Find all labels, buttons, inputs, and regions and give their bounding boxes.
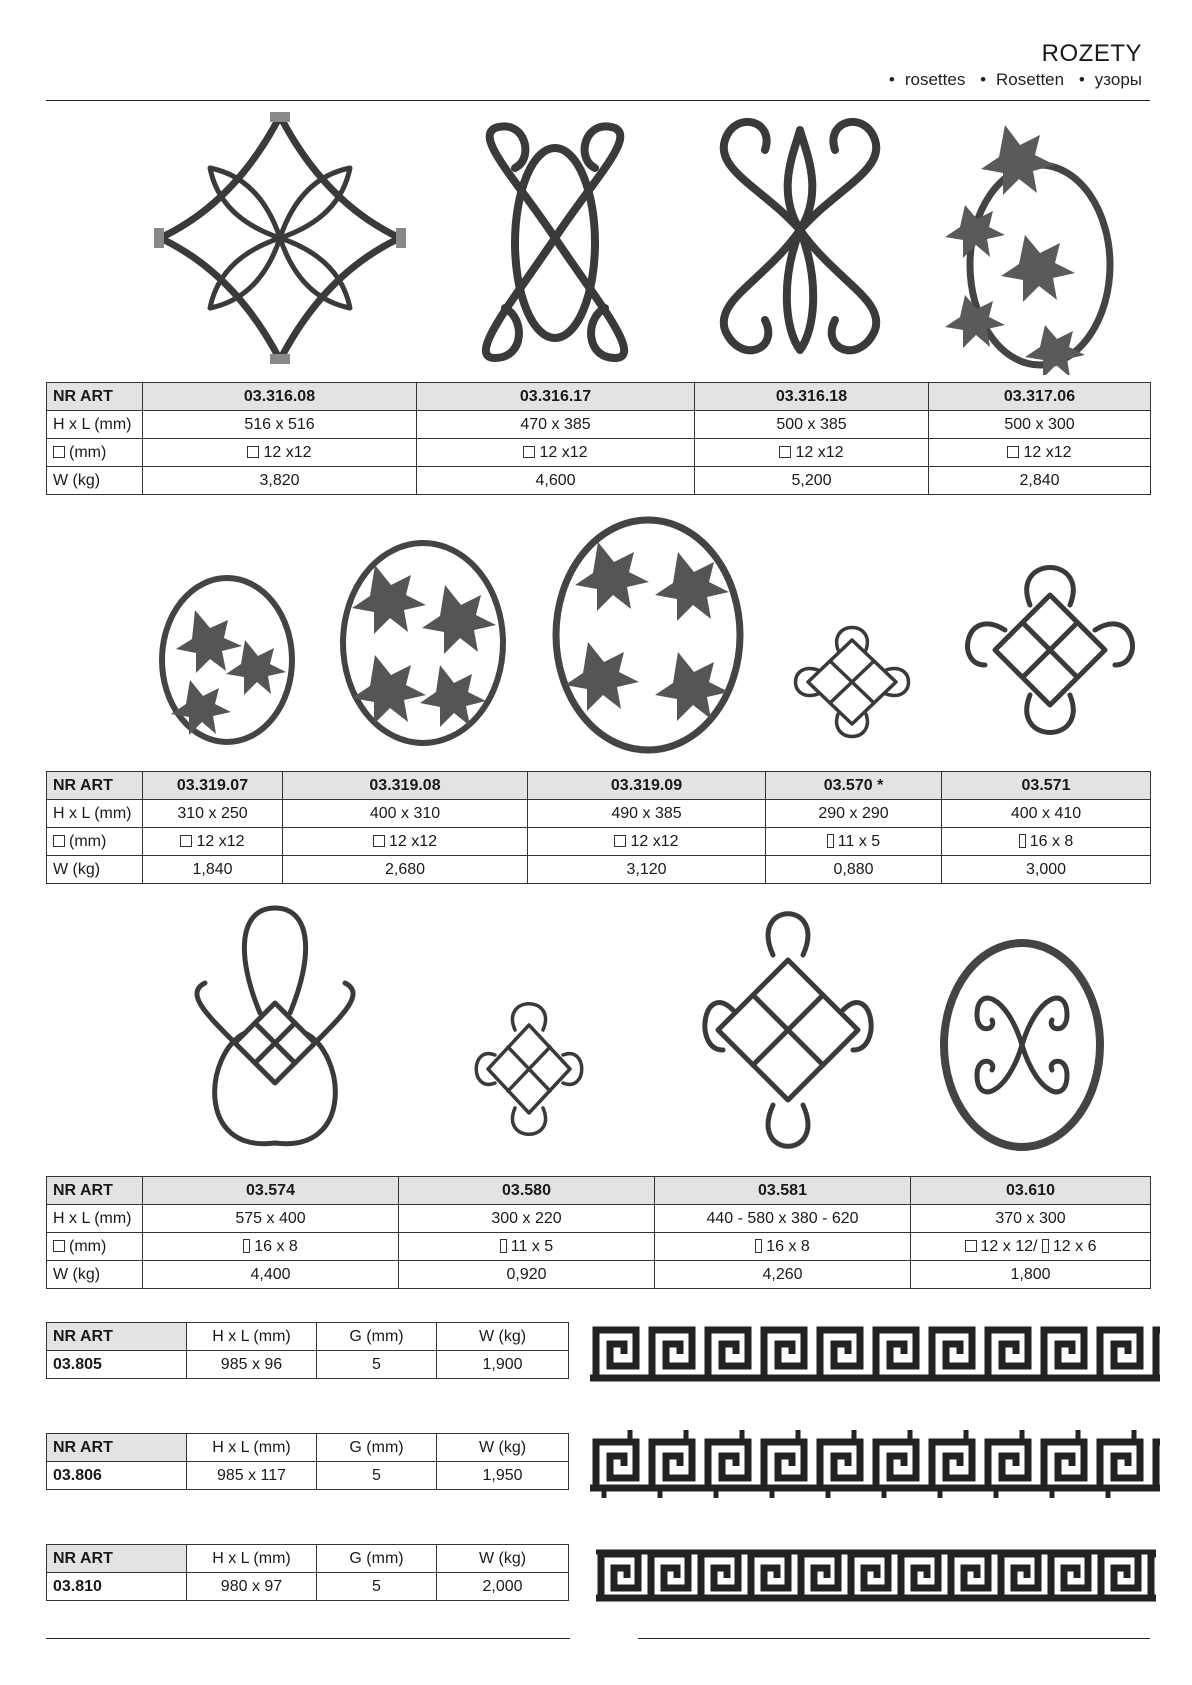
header-size: H x L (mm) bbox=[187, 1434, 317, 1462]
cell-weight: 3,820 bbox=[143, 467, 417, 495]
cell-section: 16 x 8 bbox=[1029, 832, 1074, 850]
square-section-icon bbox=[1007, 446, 1019, 458]
square-section-icon bbox=[53, 835, 65, 847]
rosette-image-03-571 bbox=[955, 545, 1145, 755]
cell-size: 500 x 385 bbox=[695, 411, 929, 439]
header-g: G (mm) bbox=[317, 1323, 437, 1351]
spec-table-3 bbox=[46, 1176, 1151, 1289]
row-label-art: NR ART bbox=[47, 1177, 143, 1205]
rosette-image-03-319-08 bbox=[335, 525, 510, 750]
row-label-size: H x L (mm) bbox=[47, 411, 143, 439]
table-row-section bbox=[47, 828, 1151, 856]
square-section-icon bbox=[614, 835, 626, 847]
table-row-art bbox=[47, 772, 1151, 800]
square-section-icon bbox=[523, 446, 535, 458]
cell-size: 440 - 580 x 380 - 620 bbox=[655, 1205, 911, 1233]
page-header bbox=[879, 40, 1142, 90]
cell-size: 290 x 290 bbox=[766, 800, 942, 828]
cell-art: 03.574 bbox=[143, 1177, 399, 1205]
cell-weight: 3,120 bbox=[528, 856, 766, 884]
flat-section-icon bbox=[1042, 1239, 1049, 1253]
square-section-icon bbox=[180, 835, 192, 847]
cell-section: 12 x 6 bbox=[1052, 1237, 1097, 1255]
cell-size: 985 x 96 bbox=[187, 1351, 317, 1379]
table-row-size bbox=[47, 1205, 1151, 1233]
cell-size: 985 x 117 bbox=[187, 1462, 317, 1490]
cell-weight: 1,900 bbox=[437, 1351, 569, 1379]
page-title: ROZETY bbox=[1041, 40, 1142, 67]
rosette-image-03-319-09 bbox=[548, 512, 748, 757]
cell-weight: 5,200 bbox=[695, 467, 929, 495]
header-size: H x L (mm) bbox=[187, 1545, 317, 1573]
table-row-size bbox=[47, 411, 1151, 439]
cell-weight: 4,400 bbox=[143, 1261, 399, 1289]
header-art: NR ART bbox=[47, 1545, 187, 1573]
table-row-art bbox=[47, 383, 1151, 411]
square-section-icon bbox=[247, 446, 259, 458]
cell-weight: 2,840 bbox=[929, 467, 1151, 495]
cell-weight: 4,260 bbox=[655, 1261, 911, 1289]
cell-section: 16 x 8 bbox=[766, 1237, 810, 1255]
table-row-size bbox=[47, 800, 1151, 828]
cell-size: 575 x 400 bbox=[143, 1205, 399, 1233]
table-row bbox=[47, 1462, 569, 1490]
rosette-image-03-316-18 bbox=[705, 110, 895, 370]
table-row bbox=[47, 1573, 569, 1601]
cell-weight: 1,800 bbox=[911, 1261, 1151, 1289]
cell-art: 03.810 bbox=[47, 1573, 187, 1601]
rosette-image-03-580 bbox=[470, 985, 588, 1153]
cell-art: 03.316.17 bbox=[417, 383, 695, 411]
cell-section: 12 x12 bbox=[388, 832, 438, 850]
rosette-image-03-316-17 bbox=[455, 118, 655, 368]
row-label-section: (mm) bbox=[69, 443, 107, 461]
border-table-03-805 bbox=[46, 1322, 569, 1379]
border-table-03-810 bbox=[46, 1544, 569, 1601]
rosette-image-03-319-07 bbox=[155, 570, 300, 755]
square-section-icon bbox=[373, 835, 385, 847]
rosette-image-03-574 bbox=[185, 903, 365, 1158]
cell-art: 03.806 bbox=[47, 1462, 187, 1490]
row-label-weight: W (kg) bbox=[47, 1261, 143, 1289]
cell-weight: 0,920 bbox=[399, 1261, 655, 1289]
cell-size: 400 x 410 bbox=[942, 800, 1151, 828]
cell-weight: 0,880 bbox=[766, 856, 942, 884]
table-row-weight bbox=[47, 467, 1151, 495]
header-size: H x L (mm) bbox=[187, 1323, 317, 1351]
cell-art: 03.319.07 bbox=[143, 772, 283, 800]
cell-g: 5 bbox=[317, 1462, 437, 1490]
footer-divider-right bbox=[638, 1638, 1150, 1639]
cell-art: 03.580 bbox=[399, 1177, 655, 1205]
cell-section: 12 x12 bbox=[1023, 443, 1072, 461]
header-divider bbox=[46, 100, 1150, 101]
header-g: G (mm) bbox=[317, 1434, 437, 1462]
header-weight: W (kg) bbox=[437, 1434, 569, 1462]
cell-art: 03.581 bbox=[655, 1177, 911, 1205]
flat-section-icon bbox=[827, 834, 834, 848]
table-row-section bbox=[47, 439, 1151, 467]
row-label-size: H x L (mm) bbox=[47, 1205, 143, 1233]
subtitle-fr: rosettes bbox=[904, 70, 966, 89]
row-label-section: (mm) bbox=[69, 1237, 107, 1255]
cell-art: 03.316.18 bbox=[695, 383, 929, 411]
row-label-weight: W (kg) bbox=[47, 856, 143, 884]
row-label-section: (mm) bbox=[69, 832, 107, 850]
header-g: G (mm) bbox=[317, 1545, 437, 1573]
table-row-art bbox=[47, 1177, 1151, 1205]
cell-section: 12 x12 bbox=[196, 832, 245, 850]
cell-size: 400 x 310 bbox=[283, 800, 528, 828]
footer-divider-left bbox=[46, 1638, 570, 1639]
cell-weight: 4,600 bbox=[417, 467, 695, 495]
cell-section: 12 x12 bbox=[539, 443, 588, 461]
cell-weight: 2,000 bbox=[437, 1573, 569, 1601]
rosette-image-03-610 bbox=[937, 935, 1107, 1155]
greek-key-border-03-806 bbox=[590, 1428, 1160, 1500]
rosette-image-03-570 bbox=[778, 610, 926, 755]
flat-section-icon bbox=[500, 1239, 507, 1253]
greek-key-border-03-805 bbox=[590, 1322, 1160, 1384]
cell-art: 03.805 bbox=[47, 1351, 187, 1379]
table-row-header bbox=[47, 1323, 569, 1351]
header-art: NR ART bbox=[47, 1434, 187, 1462]
spec-table-1 bbox=[46, 382, 1151, 495]
flat-section-icon bbox=[755, 1239, 762, 1253]
spec-table-2 bbox=[46, 771, 1151, 884]
cell-section: 12 x12 bbox=[630, 832, 679, 850]
cell-size: 370 x 300 bbox=[911, 1205, 1151, 1233]
cell-size: 516 x 516 bbox=[143, 411, 417, 439]
header-weight: W (kg) bbox=[437, 1545, 569, 1573]
square-section-icon bbox=[53, 1240, 65, 1252]
header-art: NR ART bbox=[47, 1323, 187, 1351]
cell-g: 5 bbox=[317, 1573, 437, 1601]
cell-art: 03.316.08 bbox=[143, 383, 417, 411]
cell-size: 310 x 250 bbox=[143, 800, 283, 828]
row-label-art: NR ART bbox=[47, 772, 143, 800]
cell-art: 03.570 * bbox=[766, 772, 942, 800]
cell-art: 03.571 bbox=[942, 772, 1151, 800]
cell-weight: 3,000 bbox=[942, 856, 1151, 884]
border-table-03-806 bbox=[46, 1433, 569, 1490]
cell-g: 5 bbox=[317, 1351, 437, 1379]
cell-art: 03.319.08 bbox=[283, 772, 528, 800]
page-subtitles: • rosettes • Rosetten • узоры bbox=[888, 70, 1142, 89]
table-row-header bbox=[47, 1545, 569, 1573]
cell-section: 11 x 5 bbox=[510, 1237, 554, 1255]
cell-section: 11 x 5 bbox=[837, 832, 881, 850]
subtitle-de: Rosetten bbox=[996, 70, 1065, 89]
square-section-icon bbox=[779, 446, 791, 458]
rosette-image-03-316-08 bbox=[150, 108, 410, 368]
cell-art: 03.610 bbox=[911, 1177, 1151, 1205]
cell-art: 03.317.06 bbox=[929, 383, 1151, 411]
table-row-weight bbox=[47, 856, 1151, 884]
cell-section: 12 x12 bbox=[795, 443, 844, 461]
cell-art: 03.319.09 bbox=[528, 772, 766, 800]
row-label-weight: W (kg) bbox=[47, 467, 143, 495]
square-section-icon bbox=[53, 446, 65, 458]
greek-key-border-03-810 bbox=[596, 1546, 1156, 1604]
flat-section-icon bbox=[243, 1239, 250, 1253]
table-row-weight bbox=[47, 1261, 1151, 1289]
cell-size: 500 x 300 bbox=[929, 411, 1151, 439]
cell-size: 980 x 97 bbox=[187, 1573, 317, 1601]
cell-section: 12 x12 bbox=[263, 443, 312, 461]
cell-weight: 1,840 bbox=[143, 856, 283, 884]
table-row-header bbox=[47, 1434, 569, 1462]
cell-section: 12 x 12/ bbox=[980, 1237, 1038, 1255]
cell-size: 300 x 220 bbox=[399, 1205, 655, 1233]
rosette-image-03-317-06 bbox=[945, 115, 1125, 375]
cell-size: 490 x 385 bbox=[528, 800, 766, 828]
row-label-art: NR ART bbox=[47, 383, 143, 411]
table-row bbox=[47, 1351, 569, 1379]
flat-section-icon bbox=[1019, 834, 1026, 848]
cell-section: 16 x 8 bbox=[254, 1237, 298, 1255]
cell-weight: 1,950 bbox=[437, 1462, 569, 1490]
row-label-size: H x L (mm) bbox=[47, 800, 143, 828]
cell-size: 470 x 385 bbox=[417, 411, 695, 439]
table-row-section bbox=[47, 1233, 1151, 1261]
cell-weight: 2,680 bbox=[283, 856, 528, 884]
square-section-icon bbox=[965, 1240, 977, 1252]
header-weight: W (kg) bbox=[437, 1323, 569, 1351]
rosette-image-03-581 bbox=[693, 900, 883, 1160]
subtitle-ru: узоры bbox=[1094, 70, 1142, 89]
